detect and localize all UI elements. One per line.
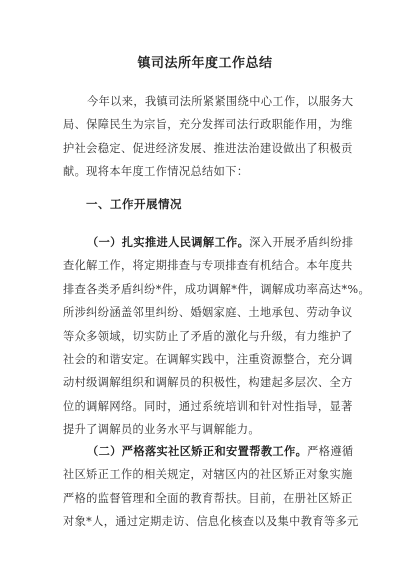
correction-heading: （二）严格落实社区矫正和安置帮教工作。 — [87, 445, 308, 458]
mediation-first-line — [63, 231, 353, 254]
mediation-first-line-text: 深入开展矛盾纠纷排 — [249, 236, 354, 249]
mediation-heading: （一）扎实推进人民调解工作。 — [87, 236, 250, 249]
mediation-line: 动村级调解组织和调解员的积极性，构建起多层次、全方 — [63, 376, 353, 390]
mediation-line: 排查各类矛盾纠纷*件，成功调解*件，调解成功率高达*%。 — [63, 282, 371, 296]
mediation-line: 等众多领域，切实防止了矛盾的激化与升级，有力维护了 — [63, 329, 353, 343]
intro-line: 今年以来，我镇司法所紧紧围绕中心工作，以服务大 — [87, 95, 354, 108]
correction-paragraph — [63, 440, 359, 534]
correction-first-line — [63, 440, 353, 463]
intro-line: 献。现将本年度工作情况总结如下： — [63, 165, 249, 179]
mediation-line: 社会的和谐安定。在调解实践中，注重资源整合，充分调 — [63, 353, 353, 367]
mediation-line: 查化解工作，将定期排查与专项排查有机结合。本年度共 — [63, 259, 353, 273]
section-heading-work-status: 一、工作开展情况 — [86, 197, 182, 211]
correction-first-line-text: 严格遵循 — [307, 445, 354, 458]
mediation-paragraph — [63, 231, 371, 442]
correction-line: 严格的监督管理和全面的教育帮扶。目前，在册社区矫正 — [63, 491, 353, 505]
mediation-line: 位的调解网络。同时，通过系统培训和针对性指导，显著 — [63, 399, 353, 413]
correction-line: 对象*人，通过定期走访、信息化核查以及集中教育等多元 — [63, 515, 359, 529]
mediation-line: 所涉纠纷涵盖邻里纠纷、婚姻家庭、土地承包、劳动争议 — [63, 306, 353, 320]
correction-line: 社区矫正工作的相关规定，对辖区内的社区矫正对象实施 — [63, 468, 353, 482]
intro-line: 护社会稳定、促进经济发展、推进法治建设做出了积极贡 — [63, 141, 353, 155]
mediation-line: 提升了调解员的业务水平与调解能力。 — [63, 423, 260, 437]
document-title: 镇司法所年度工作总结 — [137, 56, 273, 71]
intro-paragraph — [63, 90, 353, 184]
intro-line: 局、保障民生为宗旨，充分发挥司法行政职能作用，为维 — [63, 118, 353, 132]
